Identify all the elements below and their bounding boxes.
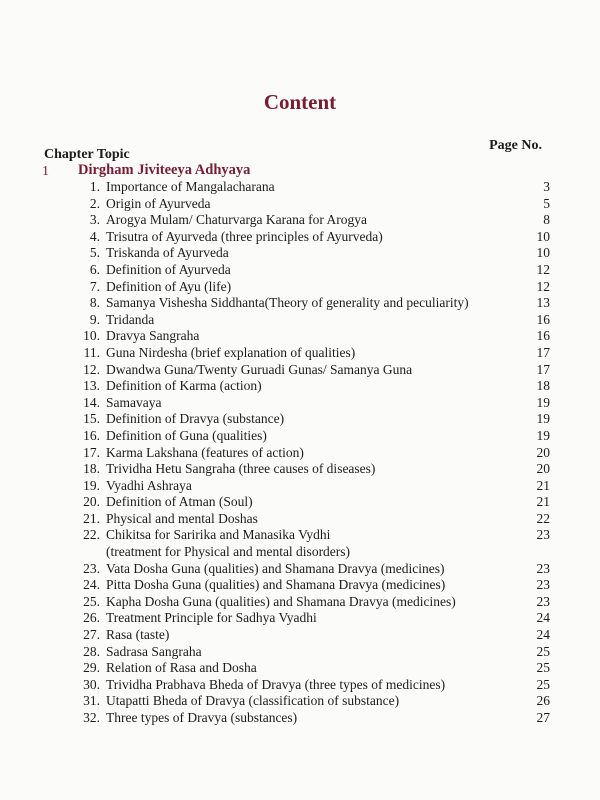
entry-number: 7.: [89, 278, 100, 294]
toc-entry: [60, 511, 550, 528]
entry-number: 25.: [83, 593, 100, 609]
entry-topic: Rasa (taste): [106, 627, 170, 643]
entry-page: 21: [536, 477, 550, 493]
entry-number: 29.: [83, 660, 100, 676]
toc-entry: [60, 262, 550, 279]
entry-number: [60, 544, 106, 561]
entry-number: 18.: [83, 461, 100, 477]
entry-topic: Trisutra of Ayurveda (three principles of Ayurveda): [106, 228, 383, 244]
entry-page: 3: [543, 179, 550, 194]
entry-topic: Tridanda: [106, 311, 155, 327]
toc-entry: [60, 345, 550, 362]
entry-number: 13.: [83, 378, 100, 394]
toc-entry: [60, 196, 550, 213]
entry-number: 15.: [83, 411, 100, 427]
entry-number: 22.: [83, 527, 100, 543]
entry-number: 10.: [83, 328, 100, 344]
entry-page: 19: [536, 394, 550, 410]
entry-page: 17: [536, 361, 550, 377]
entry-page: 10: [536, 228, 550, 244]
entry-topic: Samanya Vishesha Siddhanta(Theory of generality and peculiarity): [106, 295, 469, 311]
entry-topic: Importance of Mangalacharana: [106, 179, 275, 194]
entry-topic: Karma Lakshana (features of action): [106, 444, 304, 460]
entry-number: 6.: [89, 261, 100, 277]
entry-topic: Definition of Karma (action): [106, 378, 262, 394]
entry-topic: Arogya Mulam/ Chaturvarga Karana for Arogya: [106, 212, 368, 228]
entry-page: 18: [536, 378, 550, 394]
toc-entry: [60, 428, 550, 445]
toc-entry: [60, 328, 550, 345]
entry-number: 19.: [83, 477, 100, 493]
toc-entry: [60, 627, 550, 644]
entry-page: 21: [536, 494, 550, 510]
entry-page: 25: [536, 643, 550, 659]
entry-number: 4.: [89, 228, 100, 244]
entry-number: 24.: [83, 577, 100, 593]
entry-number: 30.: [83, 676, 100, 692]
entry-page: [510, 544, 550, 561]
entry-page: 20: [536, 461, 550, 477]
entry-topic: Origin of Ayurveda: [106, 195, 211, 211]
entry-page: 16: [536, 328, 550, 344]
entry-number: 27.: [83, 627, 100, 643]
entry-page: 13: [536, 295, 550, 311]
entry-topic: Trividha Prabhava Bheda of Dravya (three types of medicines): [106, 676, 446, 692]
entry-topic: Definition of Atman (Soul): [106, 494, 253, 510]
entry-number: 9.: [89, 311, 100, 327]
toc-entry: [60, 179, 550, 196]
entry-topic: Treatment Principle for Sadhya Vyadhi: [106, 610, 317, 626]
entry-page: 8: [543, 212, 550, 228]
entry-number: 8.: [89, 295, 100, 311]
toc-entry: [60, 561, 550, 578]
entry-page: 19: [536, 427, 550, 443]
entry-page: 23: [536, 593, 550, 609]
toc-entry: [60, 295, 550, 312]
entry-page: 26: [536, 693, 550, 709]
toc-entry: [60, 677, 550, 694]
entry-topic: (treatment for Physical and mental disorders): [106, 544, 351, 560]
entry-topic: Physical and mental Doshas: [106, 510, 258, 526]
entry-page: 25: [536, 660, 550, 676]
toc-entry: [60, 660, 550, 677]
entry-topic: Kapha Dosha Guna (qualities) and Shamana Dravya (medicines): [106, 593, 456, 609]
entry-topic: Three types of Dravya (substances): [106, 710, 298, 725]
toc-entry: [60, 411, 550, 428]
entry-topic: Trividha Hetu Sangraha (three causes of diseases): [106, 461, 376, 477]
entry-topic: Triskanda of Ayurveda: [106, 245, 229, 261]
entry-topic: Definition of Dravya (substance): [106, 411, 285, 427]
entry-page: 23: [536, 527, 550, 543]
entry-number: 17.: [83, 444, 100, 460]
entry-number: 12.: [83, 361, 100, 377]
entry-topic: Definition of Guna (qualities): [106, 427, 267, 443]
toc-entry: [60, 693, 550, 710]
entry-page: 5: [543, 195, 550, 211]
entry-page: 10: [536, 245, 550, 261]
entry-number: 16.: [83, 427, 100, 443]
entry-number: 23.: [83, 560, 100, 576]
entry-topic: Definition of Ayu (life): [106, 278, 232, 294]
toc-entry: [60, 577, 550, 594]
entry-topic: Relation of Rasa and Dosha: [106, 660, 257, 676]
entry-number: 32.: [83, 710, 100, 725]
chapter-topic-header: Chapter Topic: [44, 147, 130, 162]
entry-page: 17: [536, 344, 550, 360]
entry-number: 11.: [83, 344, 100, 360]
toc-entry: [60, 362, 550, 379]
entry-topic: Utapatti Bheda of Dravya (classification of substance): [106, 693, 400, 709]
entry-page: 23: [536, 577, 550, 593]
entry-number: 3.: [89, 212, 100, 228]
toc-entry: [60, 461, 550, 478]
toc-entry: [60, 445, 550, 462]
toc-entry: [60, 229, 550, 246]
entry-page: 24: [536, 627, 550, 643]
entry-number: 2.: [89, 195, 100, 211]
entry-number: 21.: [83, 510, 100, 526]
toc-entry: [60, 212, 550, 229]
entry-page: 20: [536, 444, 550, 460]
entry-topic: Pitta Dosha Guna (qualities) and Shamana Dravya (medicines): [106, 577, 446, 593]
entry-page: 24: [536, 610, 550, 626]
contents-list: [60, 179, 550, 727]
chapter-title: Dirgham Jiviteeya Adhyaya: [78, 162, 251, 178]
entry-topic: Dravya Sangraha: [106, 328, 200, 344]
entry-topic: Definition of Ayurveda: [106, 261, 231, 277]
toc-entry: [60, 644, 550, 661]
chapter-number: 1: [42, 164, 49, 179]
entry-page: 12: [536, 278, 550, 294]
entry-number: 1.: [89, 179, 100, 194]
entry-page: 23: [536, 560, 550, 576]
entry-number: 5.: [89, 245, 100, 261]
toc-entry: [60, 395, 550, 412]
entry-page: 27: [536, 710, 550, 725]
entry-topic: Samavaya: [106, 394, 162, 410]
entry-page: 25: [536, 676, 550, 692]
entry-topic: Vyadhi Ashraya: [106, 477, 192, 493]
entry-topic: Sadrasa Sangraha: [106, 643, 202, 659]
toc-entry: [60, 544, 550, 561]
toc-entry: [60, 312, 550, 329]
entry-number: 20.: [83, 494, 100, 510]
entry-topic: Chikitsa for Saririka and Manasika Vydhi: [106, 527, 331, 543]
entry-number: 14.: [83, 394, 100, 410]
entry-topic: Dwandwa Guna/Twenty Guruadi Gunas/ Samanya Guna: [106, 361, 413, 377]
entry-topic: Guna Nirdesha (brief explanation of qualities): [106, 344, 356, 360]
toc-entry: [60, 378, 550, 395]
toc-entry: [60, 245, 550, 262]
toc-entry: [60, 527, 550, 544]
entry-page: 12: [536, 261, 550, 277]
page-no-header: Page No.: [489, 138, 542, 153]
entry-topic: Vata Dosha Guna (qualities) and Shamana Dravya (medicines): [106, 560, 445, 576]
entry-number: 26.: [83, 610, 100, 626]
toc-entry: [60, 594, 550, 611]
page-title: Content: [263, 90, 337, 114]
entry-page: 19: [536, 411, 550, 427]
toc-entry: [60, 494, 550, 511]
entry-page: 16: [536, 311, 550, 327]
toc-entry: [60, 710, 550, 727]
toc-entry: [60, 478, 550, 495]
toc-entry: [60, 279, 550, 296]
toc-entry: [60, 610, 550, 627]
entry-number: 31.: [83, 693, 100, 709]
entry-page: 22: [536, 510, 550, 526]
entry-number: 28.: [83, 643, 100, 659]
